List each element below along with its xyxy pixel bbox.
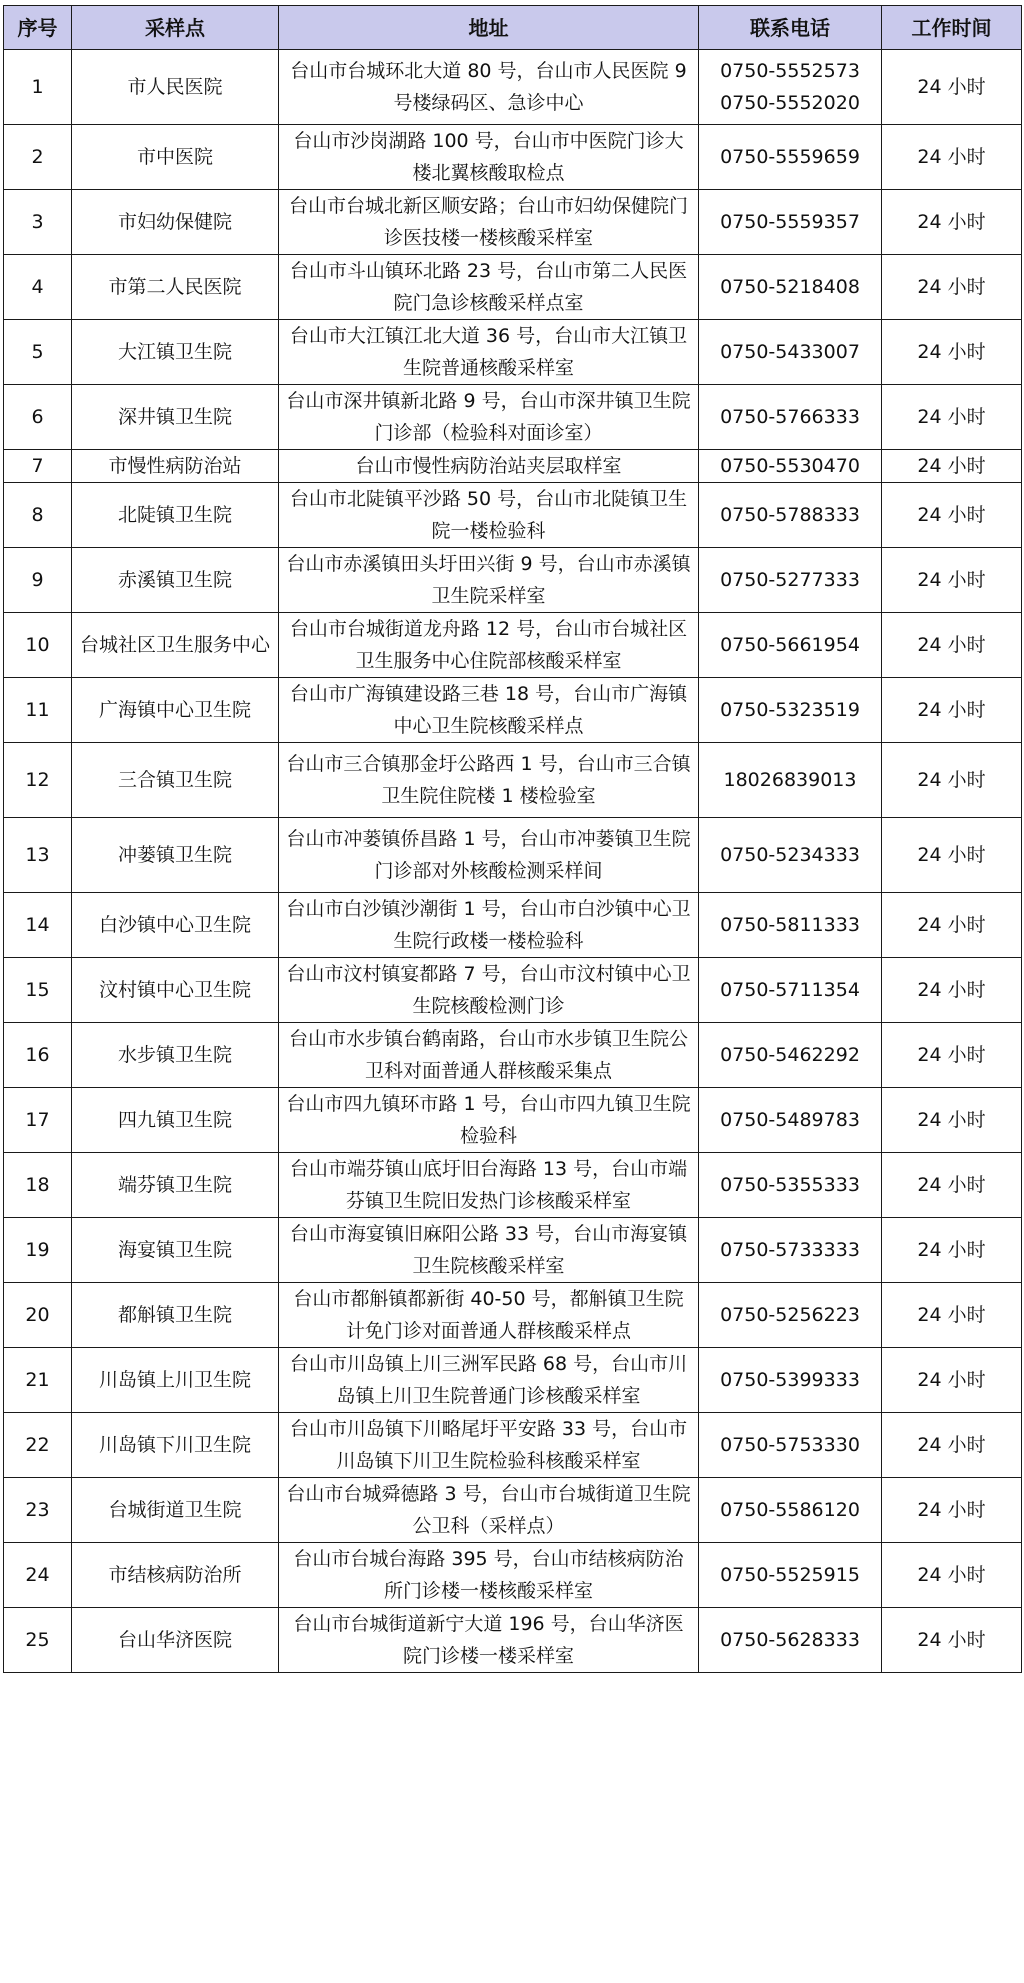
header-site: 采样点	[72, 6, 279, 50]
cell-site: 冲蒌镇卫生院	[72, 818, 279, 893]
cell-hours: 24 小时	[882, 1218, 1022, 1283]
table-row	[4, 385, 1022, 450]
cell-hours: 24 小时	[882, 1153, 1022, 1218]
cell-site: 台山华济医院	[72, 1608, 279, 1673]
cell-no: 5	[4, 320, 72, 385]
cell-site: 三合镇卫生院	[72, 743, 279, 818]
cell-site: 市人民医院	[72, 50, 279, 125]
header-no: 序号	[4, 6, 72, 50]
cell-no: 13	[4, 818, 72, 893]
cell-address: 台山市北陡镇平沙路 50 号，台山市北陡镇卫生院一楼检验科	[279, 483, 699, 548]
cell-address: 台山市汶村镇宴都路 7 号，台山市汶村镇中心卫生院核酸检测门诊	[279, 958, 699, 1023]
cell-hours: 24 小时	[882, 190, 1022, 255]
cell-hours: 24 小时	[882, 1088, 1022, 1153]
table-row	[4, 958, 1022, 1023]
cell-hours: 24 小时	[882, 1543, 1022, 1608]
cell-site: 汶村镇中心卫生院	[72, 958, 279, 1023]
cell-no: 7	[4, 450, 72, 483]
cell-phone: 0750-5234333	[699, 818, 882, 893]
cell-no: 14	[4, 893, 72, 958]
table-row	[4, 255, 1022, 320]
cell-address: 台山市水步镇台鹤南路，台山市水步镇卫生院公卫科对面普通人群核酸采集点	[279, 1023, 699, 1088]
cell-phone: 0750-5277333	[699, 548, 882, 613]
table-row	[4, 1608, 1022, 1673]
table-row	[4, 320, 1022, 385]
cell-hours: 24 小时	[882, 385, 1022, 450]
cell-address: 台山市台城街道新宁大道 196 号，台山华济医院门诊楼一楼采样室	[279, 1608, 699, 1673]
table-row	[4, 483, 1022, 548]
table-row	[4, 1413, 1022, 1478]
header-phone: 联系电话	[699, 6, 882, 50]
cell-address: 台山市台城环北大道 80 号，台山市人民医院 9 号楼绿码区、急诊中心	[279, 50, 699, 125]
cell-hours: 24 小时	[882, 1413, 1022, 1478]
cell-phone: 0750-5489783	[699, 1088, 882, 1153]
cell-phone: 0750-5788333	[699, 483, 882, 548]
cell-phone: 0750-5530470	[699, 450, 882, 483]
cell-no: 12	[4, 743, 72, 818]
cell-no: 20	[4, 1283, 72, 1348]
cell-no: 6	[4, 385, 72, 450]
cell-address: 台山市台城舜德路 3 号，台山市台城街道卫生院公卫科（采样点）	[279, 1478, 699, 1543]
cell-hours: 24 小时	[882, 1023, 1022, 1088]
cell-address: 台山市都斛镇都新街 40-50 号，都斛镇卫生院计免门诊对面普通人群核酸采样点	[279, 1283, 699, 1348]
cell-phone: 0750-5586120	[699, 1478, 882, 1543]
cell-phone: 0750-5811333	[699, 893, 882, 958]
cell-no: 22	[4, 1413, 72, 1478]
cell-phone: 0750-5559357	[699, 190, 882, 255]
cell-phone: 0750-5433007	[699, 320, 882, 385]
table-row	[4, 1478, 1022, 1543]
table-row	[4, 818, 1022, 893]
cell-address: 台山市川岛镇上川三洲军民路 68 号，台山市川岛镇上川卫生院普通门诊核酸采样室	[279, 1348, 699, 1413]
cell-phone: 18026839013	[699, 743, 882, 818]
cell-hours: 24 小时	[882, 958, 1022, 1023]
cell-phone: 0750-5256223	[699, 1283, 882, 1348]
cell-hours: 24 小时	[882, 548, 1022, 613]
cell-site: 水步镇卫生院	[72, 1023, 279, 1088]
cell-no: 23	[4, 1478, 72, 1543]
cell-hours: 24 小时	[882, 125, 1022, 190]
cell-hours: 24 小时	[882, 1608, 1022, 1673]
cell-no: 15	[4, 958, 72, 1023]
cell-site: 都斛镇卫生院	[72, 1283, 279, 1348]
cell-hours: 24 小时	[882, 613, 1022, 678]
cell-hours: 24 小时	[882, 483, 1022, 548]
table-row	[4, 1283, 1022, 1348]
cell-no: 4	[4, 255, 72, 320]
cell-address: 台山市端芬镇山底圩旧台海路 13 号，台山市端芬镇卫生院旧发热门诊核酸采样室	[279, 1153, 699, 1218]
cell-no: 24	[4, 1543, 72, 1608]
table-row	[4, 50, 1022, 125]
table-row	[4, 893, 1022, 958]
table-row	[4, 1348, 1022, 1413]
cell-no: 10	[4, 613, 72, 678]
cell-site: 深井镇卫生院	[72, 385, 279, 450]
table-row	[4, 1153, 1022, 1218]
cell-phone: 0750-5552573 0750-5552020	[699, 50, 882, 125]
cell-site: 白沙镇中心卫生院	[72, 893, 279, 958]
cell-phone: 0750-5661954	[699, 613, 882, 678]
cell-site: 市结核病防治所	[72, 1543, 279, 1608]
cell-phone: 0750-5399333	[699, 1348, 882, 1413]
cell-address: 台山市广海镇建设路三巷 18 号，台山市广海镇中心卫生院核酸采样点	[279, 678, 699, 743]
cell-no: 17	[4, 1088, 72, 1153]
cell-address: 台山市台城街道龙舟路 12 号，台山市台城社区卫生服务中心住院部核酸采样室	[279, 613, 699, 678]
cell-site: 市妇幼保健院	[72, 190, 279, 255]
cell-phone: 0750-5218408	[699, 255, 882, 320]
cell-hours: 24 小时	[882, 1283, 1022, 1348]
cell-site: 端芬镇卫生院	[72, 1153, 279, 1218]
cell-address: 台山市台城北新区顺安路；台山市妇幼保健院门诊医技楼一楼核酸采样室	[279, 190, 699, 255]
cell-hours: 24 小时	[882, 450, 1022, 483]
cell-no: 25	[4, 1608, 72, 1673]
table-row	[4, 1023, 1022, 1088]
cell-phone: 0750-5525915	[699, 1543, 882, 1608]
cell-hours: 24 小时	[882, 255, 1022, 320]
cell-no: 21	[4, 1348, 72, 1413]
cell-hours: 24 小时	[882, 50, 1022, 125]
cell-hours: 24 小时	[882, 893, 1022, 958]
table-row	[4, 125, 1022, 190]
cell-phone: 0750-5711354	[699, 958, 882, 1023]
cell-phone: 0750-5628333	[699, 1608, 882, 1673]
cell-address: 台山市海宴镇旧麻阳公路 33 号，台山市海宴镇卫生院核酸采样室	[279, 1218, 699, 1283]
cell-no: 9	[4, 548, 72, 613]
cell-address: 台山市慢性病防治站夹层取样室	[279, 450, 699, 483]
cell-address: 台山市沙岗湖路 100 号，台山市中医院门诊大楼北翼核酸取检点	[279, 125, 699, 190]
cell-address: 台山市台城台海路 395 号，台山市结核病防治所门诊楼一楼核酸采样室	[279, 1543, 699, 1608]
cell-phone: 0750-5462292	[699, 1023, 882, 1088]
cell-address: 台山市川岛镇下川略尾圩平安路 33 号，台山市川岛镇下川卫生院检验科核酸采样室	[279, 1413, 699, 1478]
cell-address: 台山市四九镇环市路 1 号，台山市四九镇卫生院检验科	[279, 1088, 699, 1153]
header-hours: 工作时间	[882, 6, 1022, 50]
table-row	[4, 743, 1022, 818]
cell-hours: 24 小时	[882, 743, 1022, 818]
table-row	[4, 190, 1022, 255]
cell-address: 台山市大江镇江北大道 36 号，台山市大江镇卫生院普通核酸采样室	[279, 320, 699, 385]
cell-site: 市第二人民医院	[72, 255, 279, 320]
cell-site: 市慢性病防治站	[72, 450, 279, 483]
cell-site: 川岛镇上川卫生院	[72, 1348, 279, 1413]
cell-phone: 0750-5355333	[699, 1153, 882, 1218]
cell-phone: 0750-5559659	[699, 125, 882, 190]
cell-site: 大江镇卫生院	[72, 320, 279, 385]
cell-hours: 24 小时	[882, 320, 1022, 385]
cell-site: 广海镇中心卫生院	[72, 678, 279, 743]
cell-address: 台山市三合镇那金圩公路西 1 号，台山市三合镇卫生院住院楼 1 楼检验室	[279, 743, 699, 818]
header-address: 地址	[279, 6, 699, 50]
cell-no: 8	[4, 483, 72, 548]
table-row	[4, 548, 1022, 613]
cell-no: 1	[4, 50, 72, 125]
cell-no: 19	[4, 1218, 72, 1283]
cell-no: 11	[4, 678, 72, 743]
cell-no: 16	[4, 1023, 72, 1088]
sampling-sites-table	[3, 5, 1022, 1673]
cell-phone: 0750-5323519	[699, 678, 882, 743]
cell-hours: 24 小时	[882, 1348, 1022, 1413]
cell-address: 台山市深井镇新北路 9 号，台山市深井镇卫生院门诊部（检验科对面诊室）	[279, 385, 699, 450]
cell-address: 台山市斗山镇环北路 23 号，台山市第二人民医院门急诊核酸采样点室	[279, 255, 699, 320]
cell-site: 台城街道卫生院	[72, 1478, 279, 1543]
cell-no: 3	[4, 190, 72, 255]
cell-site: 海宴镇卫生院	[72, 1218, 279, 1283]
cell-site: 川岛镇下川卫生院	[72, 1413, 279, 1478]
cell-site: 市中医院	[72, 125, 279, 190]
table-row	[4, 450, 1022, 483]
cell-site: 四九镇卫生院	[72, 1088, 279, 1153]
table-row	[4, 1218, 1022, 1283]
cell-phone: 0750-5766333	[699, 385, 882, 450]
cell-address: 台山市冲蒌镇侨昌路 1 号，台山市冲蒌镇卫生院门诊部对外核酸检测采样间	[279, 818, 699, 893]
cell-phone: 0750-5753330	[699, 1413, 882, 1478]
cell-no: 2	[4, 125, 72, 190]
cell-site: 台城社区卫生服务中心	[72, 613, 279, 678]
table-row	[4, 1088, 1022, 1153]
cell-address: 台山市赤溪镇田头圩田兴街 9 号，台山市赤溪镇卫生院采样室	[279, 548, 699, 613]
cell-address: 台山市白沙镇沙潮街 1 号，台山市白沙镇中心卫生院行政楼一楼检验科	[279, 893, 699, 958]
cell-hours: 24 小时	[882, 1478, 1022, 1543]
table-row	[4, 1543, 1022, 1608]
table-row	[4, 613, 1022, 678]
cell-phone: 0750-5733333	[699, 1218, 882, 1283]
cell-no: 18	[4, 1153, 72, 1218]
cell-site: 赤溪镇卫生院	[72, 548, 279, 613]
table-header-row	[4, 6, 1022, 50]
table-row	[4, 678, 1022, 743]
cell-hours: 24 小时	[882, 678, 1022, 743]
cell-hours: 24 小时	[882, 818, 1022, 893]
cell-site: 北陡镇卫生院	[72, 483, 279, 548]
